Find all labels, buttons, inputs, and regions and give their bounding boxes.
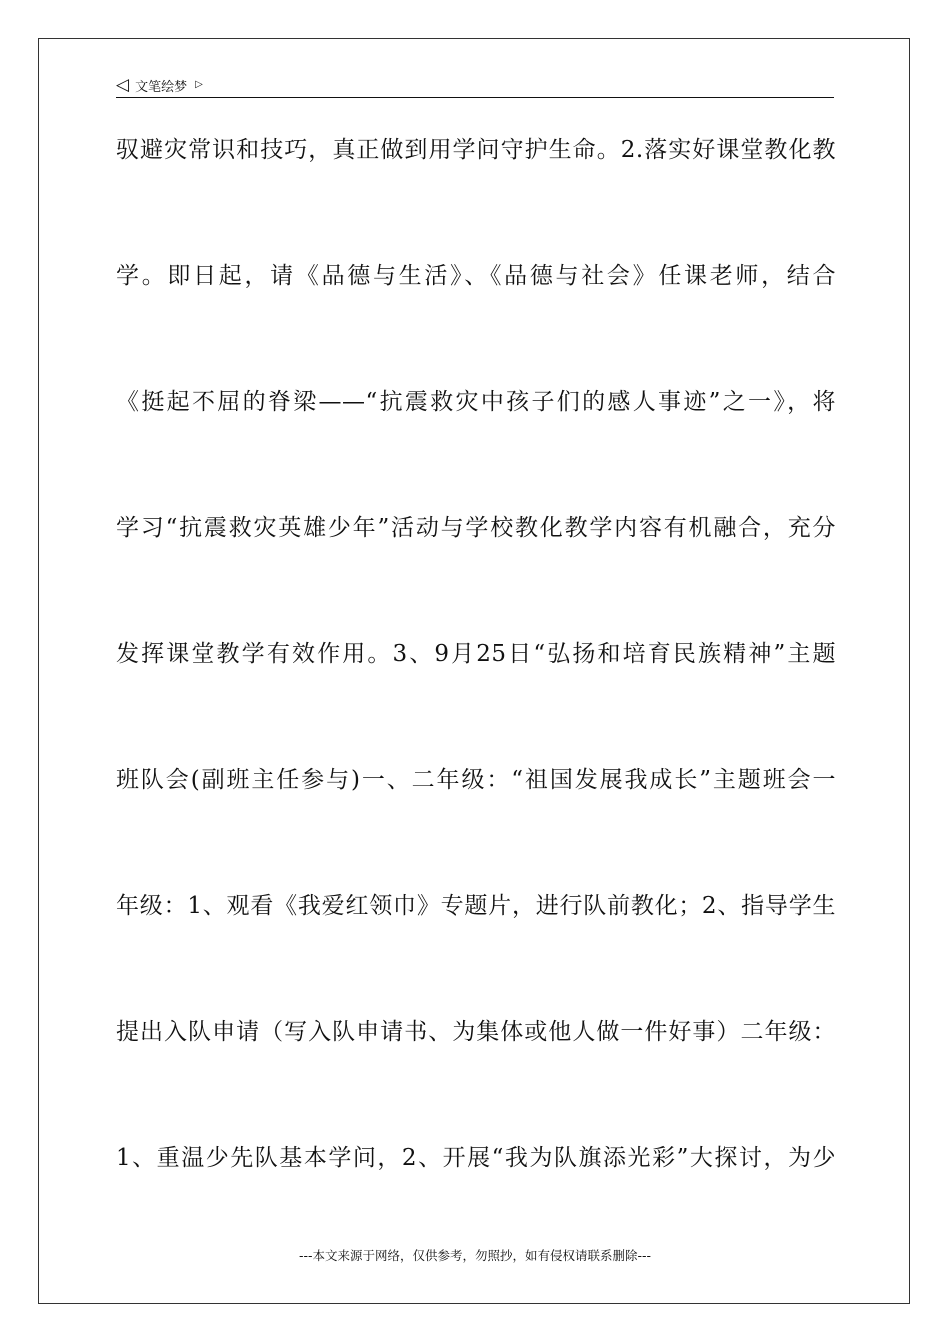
body-line: 提出入队申请（写入队申请书、为集体或他人做一件好事）二年级： [116, 1019, 836, 1045]
body-line: 驭避灾常识和技巧，真正做到用学问守护生命。2.落实好课堂教化教 [116, 137, 836, 163]
body-line: 班队会(副班主任参与)一、二年级：“祖国发展我成长”主题班会一 [116, 767, 836, 793]
body-line: 《挺起不屈的脊梁——“抗震救灾中孩子们的感人事迹”之一》，将 [116, 389, 836, 415]
page-header [116, 72, 834, 98]
body-line: 学。即日起，请《品德与生活》、《品德与社会》任课老师，结合 [116, 263, 836, 289]
triangle-left-icon: ◁ [116, 74, 130, 95]
header-title: 文笔绘梦 [135, 79, 188, 95]
body-line: 学习“抗震救灾英雄少年”活动与学校教化教学内容有机融合，充分 [116, 515, 836, 541]
header-divider [116, 97, 834, 98]
body-line: 发挥课堂教学有效作用。3、9月25日“弘扬和培育民族精神”主题 [116, 641, 836, 667]
footer-disclaimer: ---本文来源于网络，仅供参考，勿照抄，如有侵权请联系删除--- [298, 1248, 652, 1263]
body-line: 年级：1、观看《我爱红领巾》专题片，进行队前教化；2、指导学生 [116, 893, 836, 919]
document-body [116, 124, 836, 1258]
triangle-right-icon: ▷ [195, 79, 203, 90]
body-line: 1、重温少先队基本学问，2、开展“我为队旗添光彩”大探讨，为少 [116, 1145, 836, 1171]
